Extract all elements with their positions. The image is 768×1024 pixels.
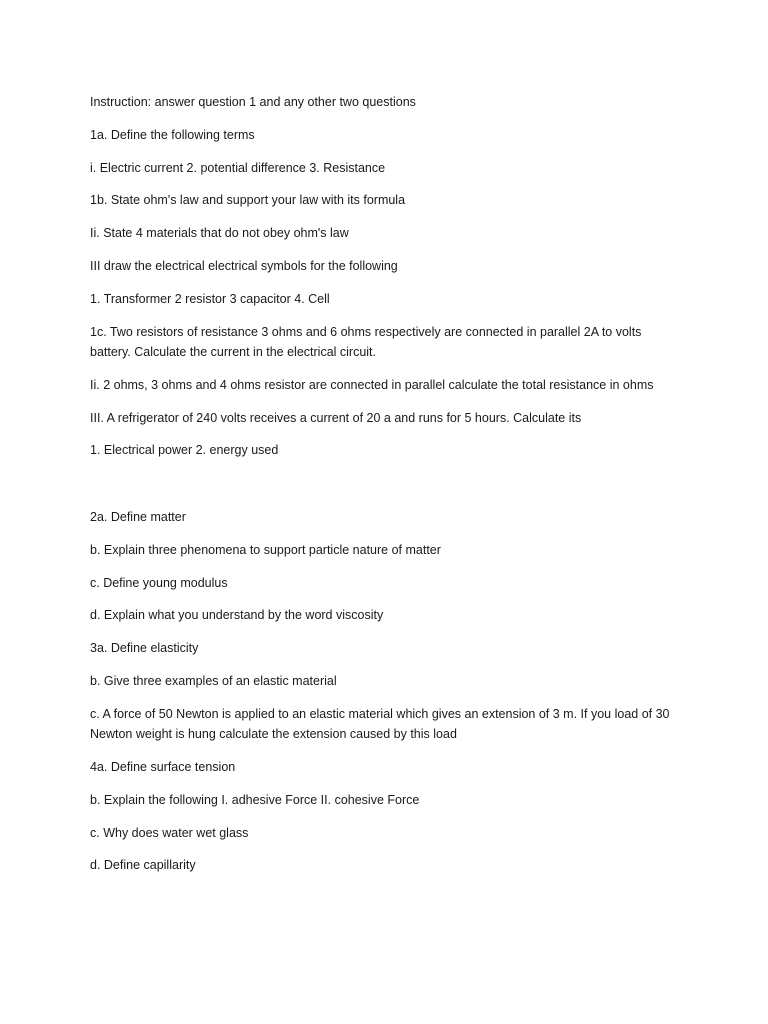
question-2d: d. Explain what you understand by the word viscosity (90, 608, 384, 622)
question-1a-terms: i. Electric current 2. potential difference 3. Resistance (90, 161, 386, 175)
question-1c-ii: Ii. 2 ohms, 3 ohms and 4 ohms resistor are connected in parallel calculate the total resistance in ohms (90, 378, 654, 392)
question-2b: b. Explain three phenomena to support particle nature of matter (90, 543, 441, 557)
question-1b-iii: III draw the electrical electrical symbols for the following (90, 259, 398, 273)
question-4c: c. Why does water wet glass (90, 826, 249, 840)
question-4d: d. Define capillarity (90, 858, 196, 872)
question-3c: c. A force of 50 Newton is applied to an elastic material which gives an extension of 3 m. If you load of 30 Newton weight is hung calculate the extension caused by this load (90, 707, 670, 741)
question-1c-iii-items: 1. Electrical power 2. energy used (90, 443, 279, 457)
question-1c: 1c. Two resistors of resistance 3 ohms and 6 ohms respectively are connected in parallel 2A to volts battery. Calculate the current in the electrical circuit. (90, 325, 642, 359)
question-1b-ii: Ii. State 4 materials that do not obey ohm's law (90, 226, 349, 240)
question-4a: 4a. Define surface tension (90, 760, 236, 774)
question-2a: 2a. Define matter (90, 510, 186, 524)
question-1a: 1a. Define the following terms (90, 128, 255, 142)
question-3b: b. Give three examples of an elastic material (90, 674, 337, 688)
question-3a: 3a. Define elasticity (90, 641, 199, 655)
question-1b: 1b. State ohm's law and support your law with its formula (90, 193, 406, 207)
question-1b-iii-items: 1. Transformer 2 resistor 3 capacitor 4. Cell (90, 292, 330, 306)
instruction-text: Instruction: answer question 1 and any other two questions (90, 95, 416, 109)
question-4b: b. Explain the following I. adhesive Force II. cohesive Force (90, 793, 420, 807)
question-2c: c. Define young modulus (90, 576, 228, 590)
question-1c-iii: III. A refrigerator of 240 volts receives a current of 20 a and runs for 5 hours. Calculate its (90, 411, 582, 425)
